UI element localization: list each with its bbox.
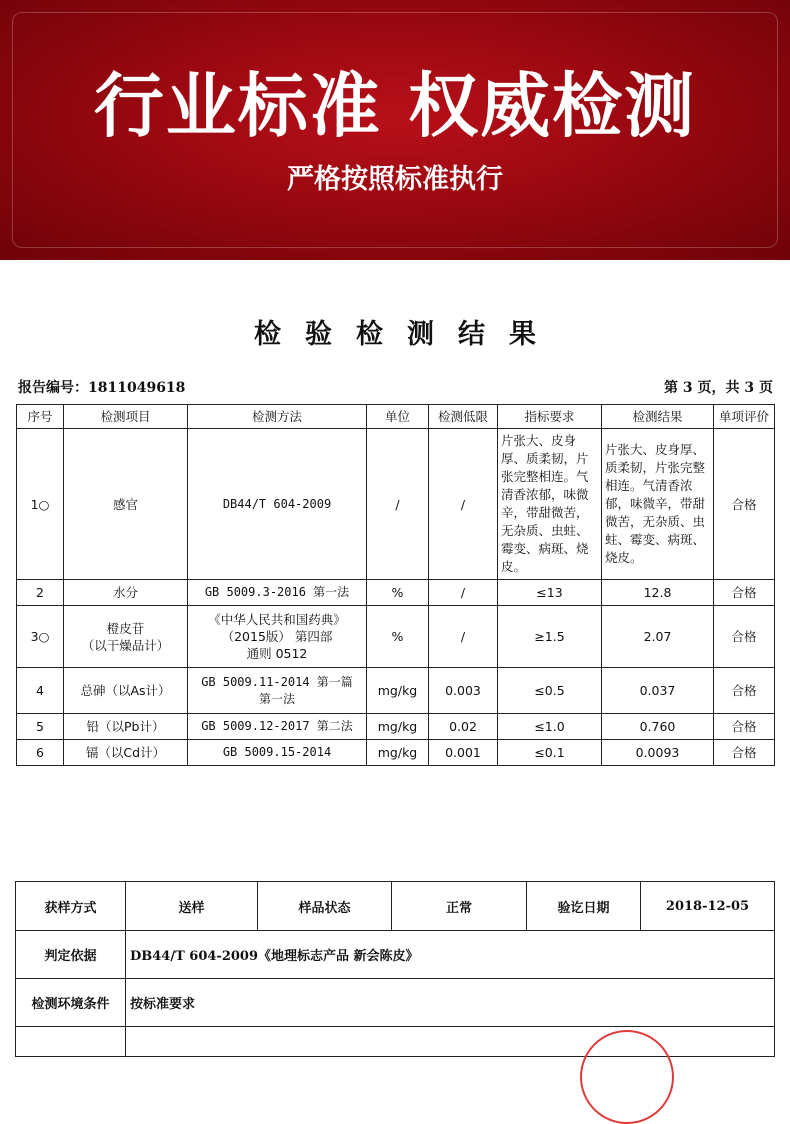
table-row xyxy=(17,580,775,606)
row-evaluation: 合格 xyxy=(714,668,775,714)
sampling-method-label: 获样方式 xyxy=(16,882,126,931)
info-row xyxy=(16,882,775,931)
row-method xyxy=(188,606,367,668)
header-unit: 单位 xyxy=(367,405,429,429)
header-evaluation: 单项评价 xyxy=(714,405,775,429)
row-method-line: GB 5009.11-2014 第一篇 xyxy=(201,674,353,689)
banner-title: 行业标准 权威检测 xyxy=(93,65,697,147)
row-limit: 0.001 xyxy=(429,740,498,766)
seal-stamp xyxy=(580,1030,674,1124)
row-unit: mg/kg xyxy=(367,740,429,766)
report-title: 检验检测结果 xyxy=(254,319,560,350)
header-banner xyxy=(0,0,790,260)
row-method: GB 5009.3-2016 第一法 xyxy=(188,580,367,606)
row-no: 6 xyxy=(17,740,64,766)
row-requirement: ≤13 xyxy=(498,580,602,606)
row-method xyxy=(188,668,367,714)
row-method: GB 5009.12-2017 第二法 xyxy=(188,714,367,740)
table-row xyxy=(17,668,775,714)
info-row xyxy=(16,931,775,979)
row-limit: / xyxy=(429,580,498,606)
row-method: DB44/T 604-2009 xyxy=(188,429,367,580)
basis-label: 判定依据 xyxy=(16,931,126,979)
row-evaluation: 合格 xyxy=(714,429,775,580)
header-method: 检测方法 xyxy=(188,405,367,429)
row-unit: mg/kg xyxy=(367,668,429,714)
row-item: 铅（以Pb计） xyxy=(64,714,188,740)
row-limit: / xyxy=(429,606,498,668)
row-requirement: ≤1.0 xyxy=(498,714,602,740)
header-no: 序号 xyxy=(17,405,64,429)
row-no: 2 xyxy=(17,580,64,606)
report-number: 报告编号：1811049618 xyxy=(18,380,186,396)
table-row xyxy=(17,740,775,766)
row-result: 片张大、皮身厚、质柔韧，片张完整相连。气清香浓郁，味微辛，带甜微苦，无杂质、虫蛀、霉变、病斑、烧皮。 xyxy=(602,429,714,580)
table-row xyxy=(17,606,775,668)
completion-date-value: 2018-12-05 xyxy=(641,882,775,931)
environment-value: 按标准要求 xyxy=(126,979,775,1027)
row-method-line: （2015版） 第四部 xyxy=(221,629,333,644)
row-limit: / xyxy=(429,429,498,580)
row-method-line: 第一法 xyxy=(258,691,295,706)
row-no: 5 xyxy=(17,714,64,740)
row-result: 0.037 xyxy=(602,668,714,714)
row-item: 感官 xyxy=(64,429,188,580)
sample-info-table xyxy=(15,881,775,1057)
row-requirement: ≥1.5 xyxy=(498,606,602,668)
page-indicator: 第 3 页，共 3 页 xyxy=(664,380,773,396)
info-empty-cell xyxy=(16,1027,126,1057)
row-result: 0.0093 xyxy=(602,740,714,766)
info-empty-cell xyxy=(126,1027,775,1057)
row-unit: % xyxy=(367,580,429,606)
completion-date-label: 验讫日期 xyxy=(527,882,641,931)
header-result: 检测结果 xyxy=(602,405,714,429)
row-item-line: 橙皮苷 xyxy=(106,620,145,636)
sample-state-label: 样品状态 xyxy=(258,882,392,931)
row-result: 0.760 xyxy=(602,714,714,740)
row-evaluation: 合格 xyxy=(714,714,775,740)
environment-label: 检测环境条件 xyxy=(16,979,126,1027)
row-result: 2.07 xyxy=(602,606,714,668)
row-no: 3○ xyxy=(17,606,64,668)
results-table xyxy=(16,404,775,766)
banner-subtitle: 严格按照标准执行 xyxy=(287,164,503,195)
row-limit: 0.02 xyxy=(429,714,498,740)
row-no: 4 xyxy=(17,668,64,714)
row-method-line: 通则 0512 xyxy=(246,646,308,661)
row-item: 总砷（以As计） xyxy=(64,668,188,714)
row-requirement: ≤0.1 xyxy=(498,740,602,766)
header-limit: 检测低限 xyxy=(429,405,498,429)
sampling-method-value: 送样 xyxy=(126,882,258,931)
row-result: 12.8 xyxy=(602,580,714,606)
row-requirement: 片张大、皮身厚、质柔韧，片张完整相连。气清香浓郁，味微辛，带甜微苦，无杂质、虫蛀、霉变、病斑、烧皮。 xyxy=(498,429,602,580)
row-item: 镉（以Cd计） xyxy=(64,740,188,766)
row-unit: mg/kg xyxy=(367,714,429,740)
row-evaluation: 合格 xyxy=(714,580,775,606)
header-requirement: 指标要求 xyxy=(498,405,602,429)
row-evaluation: 合格 xyxy=(714,606,775,668)
row-limit: 0.003 xyxy=(429,668,498,714)
row-evaluation: 合格 xyxy=(714,740,775,766)
row-method-line: 《中华人民共和国药典》 xyxy=(208,612,346,627)
row-item: 水分 xyxy=(64,580,188,606)
row-item xyxy=(64,606,188,668)
table-row xyxy=(17,429,775,580)
table-header-row xyxy=(17,405,775,429)
row-item-line: （以干燥品计） xyxy=(81,637,170,653)
sample-state-value: 正常 xyxy=(392,882,527,931)
basis-value: DB44/T 604-2009《地理标志产品 新会陈皮》 xyxy=(126,931,775,979)
row-unit: % xyxy=(367,606,429,668)
header-item: 检测项目 xyxy=(64,405,188,429)
row-unit: / xyxy=(367,429,429,580)
row-requirement: ≤0.5 xyxy=(498,668,602,714)
row-method: GB 5009.15-2014 xyxy=(188,740,367,766)
row-no: 1○ xyxy=(17,429,64,580)
table-row xyxy=(17,714,775,740)
info-row xyxy=(16,979,775,1027)
